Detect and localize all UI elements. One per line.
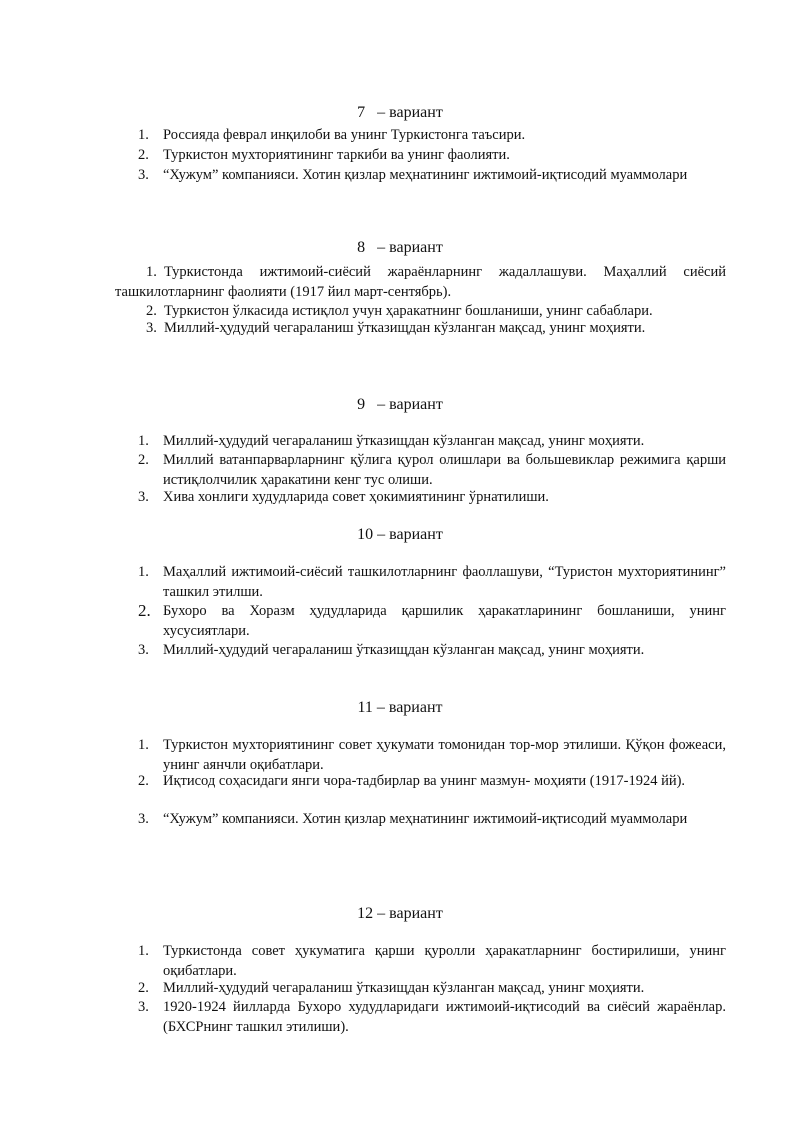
variant-8-item-3-text: Миллий-ҳудудий чегараланиш ўтказищдан кўзланган мақсад, унинг моҳияти. [164,320,646,336]
variant-12-item-2 [138,978,726,998]
variant-8-item-1-text: Туркистонда ижтимоий-сиёсий жараёнларнинг жадаллашуви. Маҳаллий сиёсий [164,264,726,280]
item-text: Россияда феврал инқилоби ва унинг Туркистонга таъсири. [163,127,526,143]
variant-8-heading: 8 – вариант [357,239,443,256]
item-number: 3. [138,999,149,1015]
variant-8-item-1-number: 1. [146,264,157,280]
variant-12-heading: 12 – вариант [357,905,443,922]
variant-11-item-2 [138,771,726,791]
item-text: Иқтисод соҳасидаги янги чора-тадбирлар ва унинг мазмун- моҳияти (1917-1924 йй). [163,773,686,789]
item-text: Миллий-ҳудудий чегараланиш ўтказищдан кўзланган мақсад, унинг моҳияти. [163,433,645,449]
variant-9-item-1 [138,431,726,451]
variant-8-item-2-text: Туркистон ўлкасида истиқлол учун ҳаракатнинг бошланиши, унинг сабаблари. [164,303,653,319]
variant-11-item-3 [138,809,726,829]
item-number: 1. [138,433,149,449]
item-number: 1. [138,737,149,753]
item-number: 3. [138,811,149,827]
item-number: 2. [138,147,149,163]
item-text: 1920-1924 йилларда Бухоро худудларидаги ижтимоий-иқтисодий ва сиёсий жараёнлар. (БХСРнинг ташкил этилиши). [163,999,726,1035]
item-number: 2. [138,601,151,620]
item-text: Туркистон мухториятининг таркиби ва унинг фаолияти. [163,147,510,163]
variant-7-heading: 7 – вариант [357,104,443,121]
item-text: “Хужум” компанияси. Хотин қизлар меҳнатининг ижтимоий-иқтисодий муаммолари [163,811,688,827]
item-number: 1. [138,943,149,959]
item-text: “Хужум” компанияси. Хотин қизлар меҳнатининг ижтимоий-иқтисодий муаммолари [163,167,688,183]
item-text: Туркистон мухториятининг совет ҳукумати томонидан тор-мор этилиши. Қўқон фожеаси, унинг аянчли оқибатлари. [163,737,726,773]
item-number: 1. [138,127,149,143]
item-number: 2. [138,452,149,468]
variant-12-item-3 [138,997,726,1037]
item-number: 3. [138,642,149,658]
variant-11-heading: 11 – вариант [357,699,443,716]
item-number: 1. [138,564,149,580]
item-number: 2. [138,773,149,789]
variant-7-item-1 [138,125,726,145]
variant-8-item-2-number: 2. [146,303,157,319]
item-text: Миллий ватанпарварларнинг қўлига қурол олишлари ва большевиклар режимига қарши истиқлолчилик ҳаракатини кенг тус олиши. [163,452,726,488]
item-number: 3. [138,489,149,505]
variant-10-heading: 10 – вариант [357,526,443,543]
variant-9-heading: 9 – вариант [357,396,443,413]
variant-10-item-3 [138,640,726,660]
variant-11-item-1 [138,735,726,775]
item-text: Туркистонда совет ҳукуматига қарши қуролли ҳаракатларнинг бостирилиши, унинг оқибатлари. [163,943,726,979]
item-text: Бухоро ва Хоразм ҳудудларида қаршилик ҳаракатларининг бошланиши, унинг хусусиятлари. [163,603,726,639]
variant-9-item-3 [138,487,726,507]
variant-7-item-3 [138,165,726,185]
variant-10-item-1 [138,562,726,602]
variant-7-item-2 [138,145,726,165]
variant-9-item-2 [138,450,726,490]
item-text: Миллий-ҳудудий чегараланиш ўтказищдан кўзланган мақсад, унинг моҳияти. [163,642,645,658]
item-number: 2. [138,980,149,996]
variant-12-item-1 [138,941,726,981]
item-text: Хива хонлиги худудларида совет ҳокимиятининг ўрнатилиши. [163,489,549,505]
variant-8-item-1-continuation: ташкилотларнинг фаолияти (1917 йил март-сентябрь). [115,284,452,300]
variant-8-item-3-number: 3. [146,320,157,336]
item-text: Маҳаллий ижтимоий-сиёсий ташкилотларнинг фаоллашуви, “Туристон мухториятининг” ташкил этилши. [163,564,726,600]
variant-10-item-2 [138,601,726,641]
item-number: 3. [138,167,149,183]
item-text: Миллий-ҳудудий чегараланиш ўтказищдан кўзланган мақсад, унинг моҳияти. [163,980,645,996]
